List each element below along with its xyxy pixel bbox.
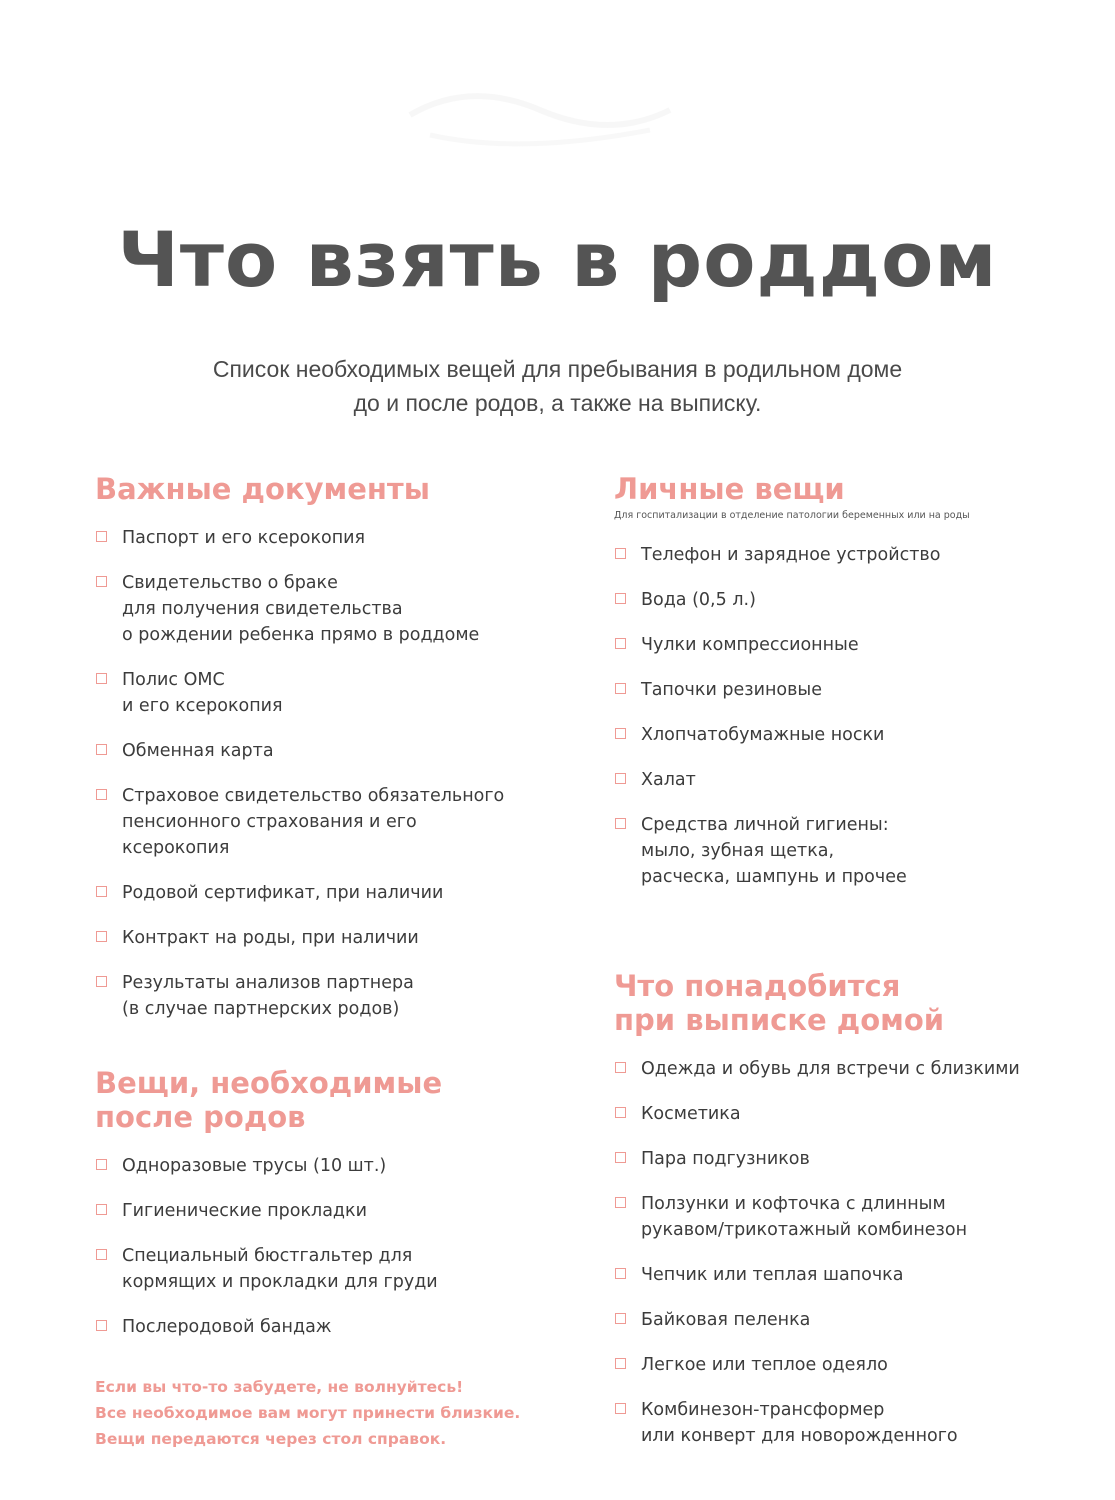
checkbox[interactable] — [96, 1249, 107, 1260]
checkbox[interactable] — [615, 1062, 626, 1073]
checklist-item — [614, 632, 1094, 658]
checklist-item — [95, 880, 565, 906]
checklist-item-label: Паспорт и его ксерокопия — [122, 528, 366, 548]
checklist — [95, 525, 565, 1022]
checklist-item-label: Гигиенические прокладки — [122, 1201, 367, 1221]
section-note: Для госпитализации в отделение патологии беременных или на роды — [614, 510, 970, 521]
faded-logo-icon — [400, 70, 680, 160]
checklist-item-label: Легкое или теплое одеяло — [641, 1355, 888, 1375]
checkbox[interactable] — [96, 531, 107, 542]
checklist-item — [95, 570, 565, 648]
checkbox[interactable] — [615, 1403, 626, 1414]
checklist-item — [95, 1243, 565, 1295]
checklist-item-label: Специальный бюстгальтер для кормящих и прокладки для груди — [122, 1246, 438, 1292]
section-documents — [95, 472, 565, 1041]
checklist-item-label: Контракт на роды, при наличии — [122, 928, 419, 948]
checklist-item-label: Хлопчатобумажные носки — [641, 725, 885, 745]
checklist-item — [95, 525, 565, 551]
checklist-item-label: Результаты анализов партнера (в случае партнерских родов) — [122, 973, 414, 1019]
checklist-item-label: Телефон и зарядное устройство — [641, 545, 941, 565]
checklist-item — [614, 1307, 1094, 1333]
checkbox[interactable] — [96, 576, 107, 587]
checklist-item-label: Средства личной гигиены: мыло, зубная щетка, расческа, шампунь и прочее — [641, 815, 907, 887]
checklist — [614, 542, 1094, 890]
checkbox[interactable] — [615, 728, 626, 739]
checklist — [95, 1153, 565, 1340]
checkbox[interactable] — [615, 1268, 626, 1279]
checklist-item-label: Халат — [641, 770, 696, 790]
checkbox[interactable] — [96, 1159, 107, 1170]
checklist-item — [614, 1146, 1094, 1172]
checklist-item — [614, 767, 1094, 793]
checklist-item — [614, 542, 1094, 568]
checkbox[interactable] — [615, 1107, 626, 1118]
checklist-item-label: Байковая пеленка — [641, 1310, 811, 1330]
checkbox[interactable] — [96, 976, 107, 987]
checkbox[interactable] — [615, 1152, 626, 1163]
checklist-item — [614, 1101, 1094, 1127]
checkbox[interactable] — [96, 789, 107, 800]
checkbox[interactable] — [96, 886, 107, 897]
section-discharge — [614, 969, 1094, 1468]
checklist-item-label: Чепчик или теплая шапочка — [641, 1265, 904, 1285]
checklist-item — [95, 783, 565, 861]
section-after-birth — [95, 1066, 565, 1359]
checklist-item — [614, 677, 1094, 703]
checklist-item — [614, 1397, 1094, 1449]
checklist-item-label: Послеродовой бандаж — [122, 1317, 332, 1337]
subtitle-line-2: до и после родов, а также на выписку. — [353, 390, 762, 416]
section-title: Что понадобится при выписке домой — [614, 969, 945, 1037]
checklist-item — [614, 722, 1094, 748]
checkbox[interactable] — [615, 1358, 626, 1369]
checkbox[interactable] — [615, 593, 626, 604]
checklist-item — [614, 1191, 1094, 1243]
checklist-item-label: Свидетельство о браке для получения свидетельства о рождении ребенка прямо в роддоме — [122, 573, 480, 645]
checklist-item — [95, 667, 565, 719]
section-title: Личные вещи — [614, 472, 845, 506]
reassurance-note: Если вы что-то забудете, не волнуйтесь! Все необходимое вам могут принести близкие. Вещи передаются через стол справок. — [95, 1378, 521, 1448]
checkbox[interactable] — [615, 638, 626, 649]
checkbox[interactable] — [615, 773, 626, 784]
checklist-item-label: Одежда и обувь для встречи с близкими — [641, 1059, 1020, 1079]
checklist-item-label: Чулки компрессионные — [641, 635, 859, 655]
checkbox[interactable] — [96, 1320, 107, 1331]
checklist-item-label: Вода (0,5 л.) — [641, 590, 756, 610]
checklist-item-label: Обменная карта — [122, 741, 274, 761]
checklist-item-label: Комбинезон-трансформер или конверт для новорожденного — [641, 1400, 958, 1446]
checkbox[interactable] — [615, 1197, 626, 1208]
checklist-item-label: Ползунки и кофточка с длинным рукавом/трикотажный комбинезон — [641, 1194, 968, 1240]
checklist-item — [614, 1056, 1094, 1082]
checklist-item-label: Полис ОМС и его ксерокопия — [122, 670, 283, 716]
checklist-item — [614, 812, 1094, 890]
checklist-item — [95, 925, 565, 951]
section-personal — [614, 472, 1094, 909]
subtitle-line-1: Список необходимых вещей для пребывания в родильном доме — [212, 356, 903, 382]
checklist-item-label: Одноразовые трусы (10 шт.) — [122, 1156, 387, 1176]
checkbox[interactable] — [96, 673, 107, 684]
checklist-item — [95, 1314, 565, 1340]
checklist — [614, 1056, 1094, 1449]
checklist-item — [95, 970, 565, 1022]
section-title: Вещи, необходимые после родов — [95, 1066, 443, 1134]
checklist-item — [614, 587, 1094, 613]
page-title: Что взять в роддом — [117, 215, 998, 304]
checkbox[interactable] — [615, 683, 626, 694]
section-title: Важные документы — [95, 472, 430, 506]
checkbox[interactable] — [615, 818, 626, 829]
checkbox[interactable] — [96, 931, 107, 942]
checkbox[interactable] — [96, 1204, 107, 1215]
checklist-item — [95, 1153, 565, 1179]
checklist-item — [95, 1198, 565, 1224]
checkbox[interactable] — [615, 548, 626, 559]
checkbox[interactable] — [615, 1313, 626, 1324]
checklist-item-label: Родовой сертификат, при наличии — [122, 883, 444, 903]
checkbox[interactable] — [96, 744, 107, 755]
page-subtitle — [0, 352, 1115, 420]
checklist-item — [95, 738, 565, 764]
checklist-item-label: Страховое свидетельство обязательного пенсионного страхования и его ксерокопия — [122, 786, 505, 858]
checklist-item-label: Пара подгузников — [641, 1149, 810, 1169]
checklist-item-label: Тапочки резиновые — [641, 680, 823, 700]
checklist-item — [614, 1262, 1094, 1288]
checklist-item — [614, 1352, 1094, 1378]
checklist-item-label: Косметика — [641, 1104, 741, 1124]
